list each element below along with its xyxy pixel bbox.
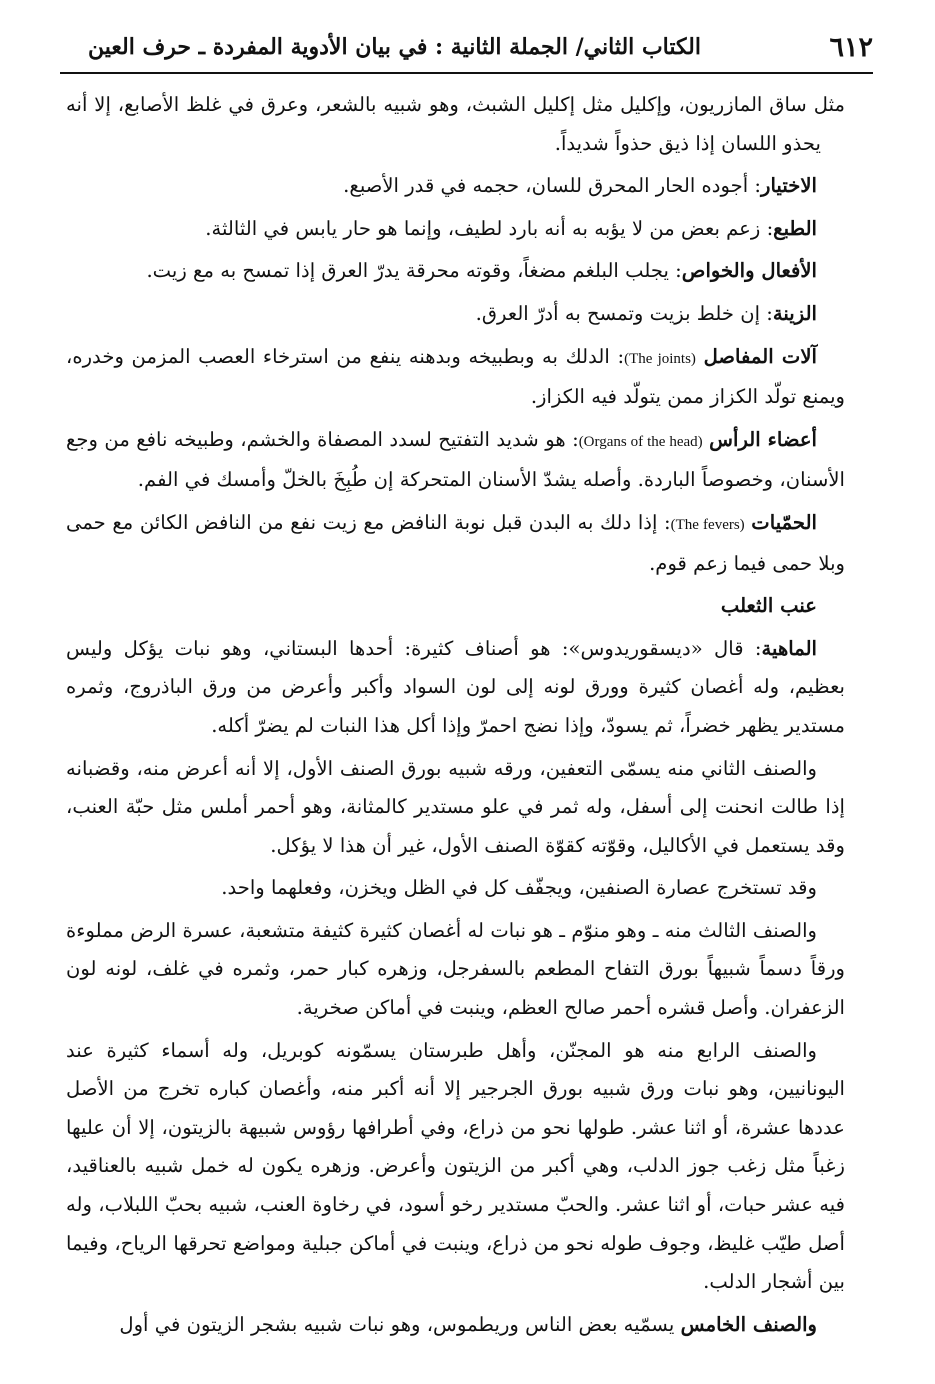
paragraph-text: والصنف الثاني منه يسمّى التعفين، ورقه شبيه بورق الصنف الأول، إلا أنه أعرض منه، وقضبانه إذا طالت انحنت إلى أسفل، وله ثمر في علو مستدير كالمثانة، وهو أحمر أملس مثل حبّة العنب، وقد يستعمل في الأكاليل، وقوّته كقوّة الصنف الأول، غير أن هذا لا يؤكل.	[66, 756, 845, 857]
paragraph	[66, 869, 845, 908]
paragraph	[66, 1032, 845, 1302]
paragraph-text: وقد تستخرج عصارة الصنفين، ويجفّف كل في الظل ويخزن، وفعلهما واحد.	[221, 876, 817, 900]
entry-text: : هو شديد التفتيح لسدد المصفاة والخشم، وطبيخه نافع من وجع الأسنان، وخصوصاً الباردة. وأصله يشدّ الأسنان المتحركة إن طُبِخَ بالخلّ وأمسك في الفم.	[66, 427, 845, 492]
paragraph-text: مثل ساق المازريون، وإكليل مثل إكليل الشبث، وهو شبيه بالشعر، وعرق في غلظ الأصابع، إلا أنه يحذو اللسان إذا ذيق حذواً شديداً.	[66, 93, 845, 155]
entry-paragraph	[66, 210, 845, 249]
entry-paragraph	[66, 421, 845, 500]
entry-text: : إذا دلك به البدن قبل نوبة النافض مع زيت نفع من النافض الكائن مع حمى وبلا حمى فيما زعم قوم.	[66, 510, 845, 575]
paragraph-text: والصنف الثالث منه ـ وهو منوّم ـ هو نبات له أغصان كثيرة كثيفة متشعبة، عسرة الرض مملوءة ورقاً دسماً شبيهاً بورق التفاح المطعم بالسفرجل، وزهره كبار حمر، وثمره في غلف، لونه لون الزعفران. وأصل قشره أحمر صالح العظم، وينبت في أماكن صخرية.	[66, 918, 845, 1020]
page-body	[66, 86, 845, 1348]
entry-term: الزينة	[772, 301, 817, 325]
entry-term: والصنف الخامس	[680, 1312, 817, 1336]
entry-text: : أجوده الحار المحرق للسان، حجمه في قدر الأصبع.	[343, 174, 761, 198]
entry-text: : قال «ديسقوريدوس»: هو أصناف كثيرة: أحدها البستاني، وهو نبات يؤكل وليس بعظيم، وله أغصان كثيرة وورق لونه إلى لون السواد وأكبر وأعرض من ورق الباذروج، وثمره مستدير يظهر خضراً، ثم يسودّ، وإذا نضج احمرّ وإذا أكل هذا النبات لم يضرّ أكله.	[66, 636, 845, 737]
entry-term: آلات المفاصل	[703, 344, 817, 368]
english-gloss: (Organs of the head)	[578, 433, 703, 450]
entry-paragraph	[66, 167, 845, 206]
entry-term: الحمّيات	[751, 510, 817, 534]
entry-text: : زعم بعض من لا يؤبه به أنه بارد لطيف، وإنما هو حار يابس في الثالثة.	[205, 216, 774, 240]
page-header	[60, 22, 873, 74]
entry-text: : الدلك به وبطبيخه وبدهنه ينفع من استرخاء العصب المزمن وخدره، ويمنع تولّد الكزاز ممن يتولّد فيه الكزاز.	[66, 344, 845, 409]
paragraph-text: والصنف الرابع منه هو المجنّن، وأهل طبرستان يسمّونه كوبريل، وله أسماء كثيرة عند اليونانيين، وهو نبات ورق شبيه بورق الجرجير إلا أنه أكبر منه، وأغصان كباره تخرج من الأصل عددها عشرة، أو اثنا عشر. طولها نحو من ذراع، وفي أطرافها رؤوس شبيهة بالزيتون، إلا أن عليها زغباً مثل زغب جوز الدلب، وهي أكبر من الزيتون وأعرض. وزهره يكون له خمل شبيه بالعناقيد، فيه عشر حبات، أو اثنا عشر. والحبّ مستدير رخو أسود، في رخاوة العنب، شبيه بحبّ اللبلاب، وله أصل طيّب غليظ، وجوف طوله نحو من ذراع، وينبت في أماكن جبلية ومواضع تحرقها الرياح، وفيما بين أشجار الدلب.	[66, 1038, 845, 1294]
paragraph	[66, 86, 845, 163]
entry-term: الأفعال والخواص	[681, 259, 817, 283]
entry-term: أعضاء الرأس	[709, 427, 817, 451]
english-gloss: (The fevers)	[670, 516, 745, 533]
paragraph	[66, 912, 845, 1028]
entry-text: يسمّيه بعض الناس وريطموس، وهو نبات شبيه بشجر الزيتون في أول	[119, 1312, 681, 1336]
entry-paragraph	[66, 630, 845, 746]
entry-term: الاختيار	[761, 174, 817, 198]
entry-paragraph	[66, 252, 845, 291]
entry-term: الطبع	[773, 216, 817, 240]
entry-paragraph	[66, 295, 845, 334]
paragraph	[66, 750, 845, 866]
entry-paragraph	[66, 338, 845, 417]
entry-term: الماهية	[761, 636, 817, 660]
entry-text: : يجلب البلغم مضغاً، وقوته محرقة يدرّ العرق إذا تمسح به مع زيت.	[146, 259, 682, 283]
english-gloss: (The joints)	[624, 350, 696, 367]
page-number: ٦١٢	[829, 31, 873, 63]
entry-text: : إن خلط بزيت وتمسح به أدرّ العرق.	[475, 301, 773, 325]
entry-paragraph	[66, 1306, 845, 1345]
running-title: الكتاب الثاني/ الجملة الثانية : في بيان الأدوية المفردة ـ حرف العين	[88, 34, 701, 60]
entry-paragraph	[66, 504, 845, 583]
section-heading: عنب الثعلب	[720, 594, 817, 618]
